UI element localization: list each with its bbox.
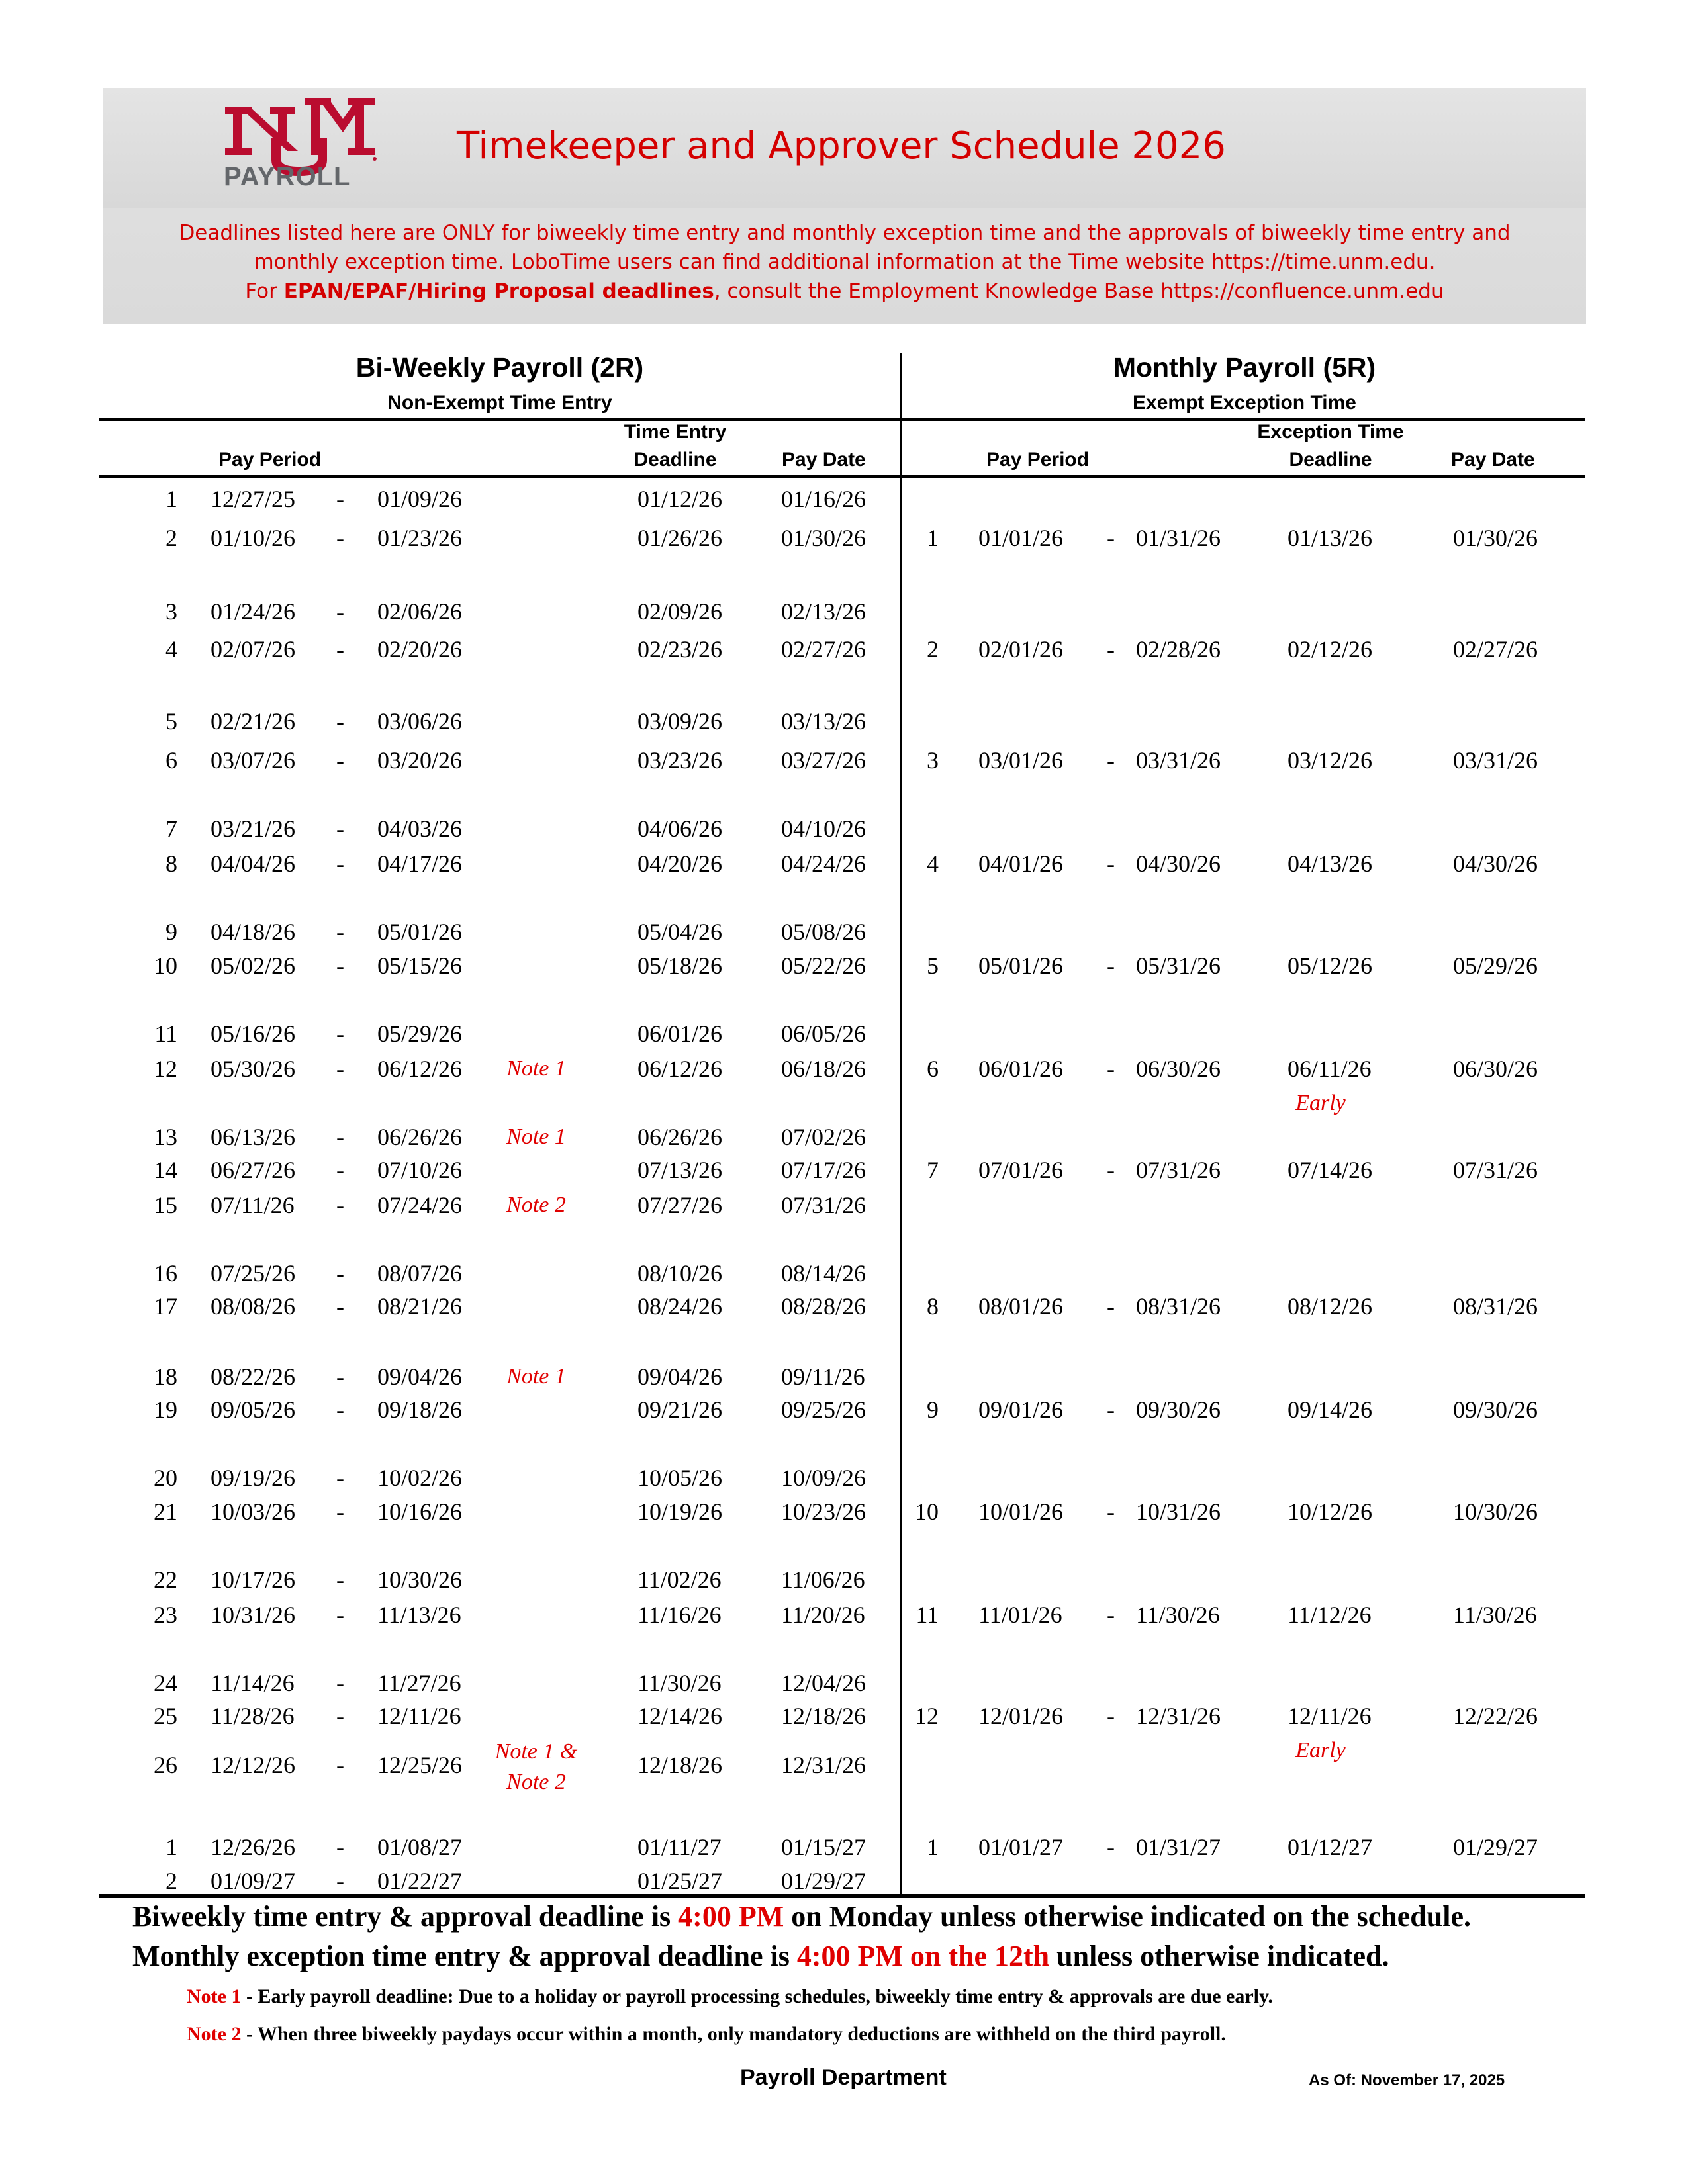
- pay-period-number: 2: [927, 636, 939, 662]
- period-end: 02/28/26: [1136, 636, 1221, 662]
- pay-date: 05/08/26: [781, 919, 867, 945]
- pay-period-number: 11: [915, 1602, 939, 1628]
- pay-date: 01/30/26: [1453, 525, 1538, 551]
- range-separator: -: [336, 1157, 344, 1183]
- column-divider: [900, 353, 902, 1895]
- period-start: 05/02/26: [211, 952, 296, 979]
- pay-period-number: 9: [927, 1396, 939, 1423]
- biweekly-col-deadline-top: Time Entry: [624, 421, 727, 443]
- period-end: 07/24/26: [377, 1192, 463, 1218]
- pay-period-number: 21: [154, 1498, 177, 1525]
- pay-period-number: 26: [154, 1752, 177, 1778]
- pay-date: 11/30/26: [1453, 1602, 1537, 1628]
- period-start: 04/04/26: [211, 850, 296, 877]
- range-separator: -: [336, 850, 344, 877]
- period-end: 10/30/26: [377, 1567, 463, 1593]
- pay-period-number: 5: [927, 952, 939, 979]
- range-separator: -: [336, 1703, 344, 1729]
- period-end: 05/01/26: [377, 919, 463, 945]
- pay-date: 01/16/26: [781, 486, 867, 512]
- period-start: 03/01/26: [978, 747, 1064, 774]
- period-end: 05/31/26: [1136, 952, 1221, 979]
- exception-deadline: 12/11/26: [1288, 1703, 1372, 1729]
- period-start: 07/25/26: [211, 1260, 296, 1287]
- range-separator: -: [336, 1670, 344, 1696]
- period-start: 06/27/26: [211, 1157, 296, 1183]
- period-start: 08/08/26: [211, 1293, 296, 1320]
- period-start: 12/12/26: [211, 1752, 296, 1778]
- note-marker: Note 2: [506, 1193, 566, 1217]
- pay-period-number: 11: [154, 1021, 177, 1047]
- period-start: 10/01/26: [978, 1498, 1064, 1525]
- period-start: 09/05/26: [211, 1396, 296, 1423]
- table-bottom-divider: [99, 1894, 1585, 1898]
- period-start: 03/07/26: [211, 747, 296, 774]
- biweekly-deadline-rule: [132, 1899, 1471, 1933]
- period-end: 01/22/27: [377, 1868, 463, 1894]
- period-start: 10/17/26: [211, 1567, 296, 1593]
- monthly-col-pay-date: Pay Date: [1451, 449, 1535, 471]
- footnote-1: [187, 1985, 1273, 2008]
- period-end: 07/31/26: [1136, 1157, 1221, 1183]
- department-signature: Payroll Department: [740, 2065, 947, 2090]
- pay-period-number: 1: [927, 1834, 939, 1860]
- time-entry-deadline: 08/24/26: [637, 1293, 723, 1320]
- pay-period-number: 22: [154, 1567, 177, 1593]
- period-end: 01/23/26: [377, 525, 463, 551]
- pay-period-number: 6: [927, 1056, 939, 1082]
- pay-period-number: 12: [915, 1703, 939, 1729]
- period-start: 01/01/27: [978, 1834, 1064, 1860]
- pay-period-number: 23: [154, 1602, 177, 1628]
- period-start: 01/10/26: [211, 525, 296, 551]
- period-end: 09/18/26: [377, 1396, 463, 1423]
- pay-period-number: 6: [165, 747, 177, 774]
- range-separator: -: [336, 1396, 344, 1423]
- logo-payroll-text: PAYROLL: [224, 162, 351, 191]
- pay-date: 12/22/26: [1453, 1703, 1538, 1729]
- exception-deadline: 11/12/26: [1288, 1602, 1372, 1628]
- pay-period-number: 1: [165, 1834, 177, 1860]
- time-entry-deadline: 11/30/26: [637, 1670, 722, 1696]
- pay-period-number: 9: [165, 919, 177, 945]
- pay-date: 11/20/26: [781, 1602, 865, 1628]
- pay-date: 08/31/26: [1453, 1293, 1538, 1320]
- early-marker: Early: [1295, 1091, 1346, 1115]
- period-start: 08/01/26: [978, 1293, 1064, 1320]
- range-separator: -: [336, 1363, 344, 1390]
- period-start: 12/27/25: [211, 486, 296, 512]
- pay-date: 02/13/26: [781, 598, 867, 625]
- biweekly-col-pay-date: Pay Date: [782, 449, 866, 471]
- period-end: 03/06/26: [377, 708, 463, 735]
- pay-period-number: 2: [165, 525, 177, 551]
- period-start: 01/01/26: [978, 525, 1064, 551]
- range-separator: -: [336, 598, 344, 625]
- pay-date: 12/18/26: [781, 1703, 867, 1729]
- exception-deadline: 08/12/26: [1288, 1293, 1373, 1320]
- period-end: 02/06/26: [377, 598, 463, 625]
- period-end: 08/07/26: [377, 1260, 463, 1287]
- pay-date: 03/27/26: [781, 747, 867, 774]
- pay-date: 05/29/26: [1453, 952, 1538, 979]
- period-start: 06/01/26: [978, 1056, 1064, 1082]
- pay-period-number: 24: [154, 1670, 177, 1696]
- pay-date: 01/29/27: [781, 1868, 867, 1894]
- exception-deadline: 06/11/26: [1288, 1056, 1372, 1082]
- monthly-subtitle: Exempt Exception Time: [1133, 392, 1356, 414]
- pay-period-number: 4: [165, 636, 177, 662]
- pay-date: 04/10/26: [781, 815, 867, 842]
- pay-date: 12/31/26: [781, 1752, 867, 1778]
- period-end: 07/10/26: [377, 1157, 463, 1183]
- time-entry-deadline: 03/09/26: [637, 708, 723, 735]
- period-end: 09/04/26: [377, 1363, 463, 1390]
- period-start: 05/16/26: [211, 1021, 296, 1047]
- time-entry-deadline: 09/04/26: [637, 1363, 723, 1390]
- period-end: 04/17/26: [377, 850, 463, 877]
- period-end: 04/30/26: [1136, 850, 1221, 877]
- range-separator: -: [336, 1868, 344, 1894]
- intro-text: [103, 218, 1586, 306]
- period-end: 06/12/26: [377, 1056, 463, 1082]
- intro-line-1: Deadlines listed here are ONLY for biweekly time entry and monthly exception time and the approvals of biweekly time entry and: [179, 221, 1511, 245]
- rule-time: 4:00 PM on the 12th: [796, 1940, 1050, 1972]
- exception-deadline: 10/12/26: [1288, 1498, 1373, 1525]
- rule-time: 4:00 PM: [678, 1900, 784, 1933]
- period-end: 11/13/26: [377, 1602, 461, 1628]
- range-separator: -: [336, 1498, 344, 1525]
- pay-date: 01/15/27: [781, 1834, 867, 1860]
- pay-period-number: 25: [154, 1703, 177, 1729]
- range-separator: -: [336, 919, 344, 945]
- pay-date: 10/23/26: [781, 1498, 867, 1525]
- pay-date: 10/09/26: [781, 1465, 867, 1491]
- pay-date: 03/13/26: [781, 708, 867, 735]
- footnote-label: Note 2: [187, 2023, 242, 2045]
- period-start: 09/19/26: [211, 1465, 296, 1491]
- pay-date: 06/18/26: [781, 1056, 867, 1082]
- period-start: 11/01/26: [978, 1602, 1062, 1628]
- period-start: 08/22/26: [211, 1363, 296, 1390]
- as-of-date: As Of: November 17, 2025: [1309, 2071, 1505, 2089]
- pay-date: 08/28/26: [781, 1293, 867, 1320]
- period-end: 05/29/26: [377, 1021, 463, 1047]
- time-entry-deadline: 01/11/27: [637, 1834, 722, 1860]
- period-end: 08/21/26: [377, 1293, 463, 1320]
- period-start: 12/01/26: [978, 1703, 1064, 1729]
- range-separator: -: [336, 1192, 344, 1218]
- period-start: 01/09/27: [211, 1868, 296, 1894]
- period-end: 10/31/26: [1136, 1498, 1221, 1525]
- range-separator: -: [336, 1293, 344, 1320]
- biweekly-title: Bi-Weekly Payroll (2R): [355, 352, 644, 383]
- pay-date: 08/14/26: [781, 1260, 867, 1287]
- intro-line-2: monthly exception time. LoboTime users can find additional information at the Time website https://time.unm.edu.: [254, 250, 1436, 274]
- period-start: 12/26/26: [211, 1834, 296, 1860]
- pay-date: 06/05/26: [781, 1021, 867, 1047]
- exception-deadline: 07/14/26: [1288, 1157, 1373, 1183]
- pay-date: 03/31/26: [1453, 747, 1538, 774]
- pay-date: 09/25/26: [781, 1396, 867, 1423]
- period-end: 12/11/26: [377, 1703, 461, 1729]
- period-end: 12/25/26: [377, 1752, 463, 1778]
- pay-period-number: 1: [165, 486, 177, 512]
- pay-period-number: 20: [154, 1465, 177, 1491]
- exception-deadline: 01/13/26: [1288, 525, 1373, 551]
- pay-period-number: 18: [154, 1363, 177, 1390]
- range-separator: -: [1107, 1396, 1115, 1423]
- range-separator: -: [336, 1260, 344, 1287]
- range-separator: -: [336, 1465, 344, 1491]
- intro-epan-deadlines: EPAN/EPAF/Hiring Proposal deadlines: [283, 279, 714, 303]
- period-end: 01/09/26: [377, 486, 463, 512]
- range-separator: -: [336, 1124, 344, 1150]
- period-start: 10/03/26: [211, 1498, 296, 1525]
- period-end: 05/15/26: [377, 952, 463, 979]
- range-separator: -: [336, 525, 344, 551]
- period-end: 10/02/26: [377, 1465, 463, 1491]
- period-end: 11/27/26: [377, 1670, 461, 1696]
- pay-date: 10/30/26: [1453, 1498, 1538, 1525]
- time-entry-deadline: 10/05/26: [637, 1465, 723, 1491]
- range-separator: -: [336, 486, 344, 512]
- intro-line-3-suffix: , consult the Employment Knowledge Base https://confluence.unm.edu: [714, 279, 1444, 303]
- footnote-2: [187, 2023, 1226, 2046]
- period-end: 09/30/26: [1136, 1396, 1221, 1423]
- pay-date: 02/27/26: [1453, 636, 1538, 662]
- note-marker: Note 1: [506, 1364, 566, 1388]
- time-entry-deadline: 07/13/26: [637, 1157, 723, 1183]
- range-separator: -: [1107, 1834, 1115, 1860]
- range-separator: -: [336, 815, 344, 842]
- pay-period-number: 10: [154, 952, 177, 979]
- range-separator: -: [336, 636, 344, 662]
- period-start: 03/21/26: [211, 815, 296, 842]
- time-entry-deadline: 05/18/26: [637, 952, 723, 979]
- range-separator: -: [1107, 1703, 1115, 1729]
- exception-deadline: 02/12/26: [1288, 636, 1373, 662]
- rule-text: on Monday unless otherwise indicated on the schedule.: [784, 1900, 1471, 1933]
- period-end: 01/31/27: [1136, 1834, 1221, 1860]
- period-end: 03/20/26: [377, 747, 463, 774]
- period-start: 07/01/26: [978, 1157, 1064, 1183]
- period-start: 04/01/26: [978, 850, 1064, 877]
- pay-period-number: 7: [165, 815, 177, 842]
- range-separator: -: [1107, 1056, 1115, 1082]
- footnote-label: Note 1: [187, 1985, 242, 2007]
- period-end: 01/08/27: [377, 1834, 463, 1860]
- pay-date: 09/30/26: [1453, 1396, 1538, 1423]
- pay-date: 02/27/26: [781, 636, 867, 662]
- pay-period-number: 7: [927, 1157, 939, 1183]
- rule-text: Monthly exception time entry & approval deadline is: [132, 1940, 797, 1972]
- time-entry-deadline: 02/23/26: [637, 636, 723, 662]
- pay-period-number: 17: [154, 1293, 177, 1320]
- period-end: 01/31/26: [1136, 525, 1221, 551]
- range-separator: -: [1107, 1157, 1115, 1183]
- time-entry-deadline: 03/23/26: [637, 747, 723, 774]
- period-start: 06/13/26: [211, 1124, 296, 1150]
- range-separator: -: [1107, 952, 1115, 979]
- exception-deadline: 03/12/26: [1288, 747, 1373, 774]
- range-separator: -: [336, 1602, 344, 1628]
- pay-period-number: 13: [154, 1124, 177, 1150]
- page-title: Timekeeper and Approver Schedule 2026: [457, 124, 1226, 167]
- time-entry-deadline: 01/12/26: [637, 486, 723, 512]
- rule-text: unless otherwise indicated.: [1049, 1940, 1389, 1972]
- rule-text: Biweekly time entry & approval deadline is: [132, 1900, 679, 1933]
- monthly-deadline-rule: [132, 1939, 1389, 1973]
- intro-line-3-prefix: For: [245, 279, 284, 303]
- time-entry-deadline: 05/04/26: [637, 919, 723, 945]
- pay-date: 01/30/26: [781, 525, 867, 551]
- range-separator: -: [1107, 1602, 1115, 1628]
- period-start: 11/14/26: [211, 1670, 295, 1696]
- exception-deadline: 04/13/26: [1288, 850, 1373, 877]
- period-end: 11/30/26: [1136, 1602, 1220, 1628]
- header-divider-bottom: [99, 475, 1585, 478]
- period-start: 04/18/26: [211, 919, 296, 945]
- period-end: 06/30/26: [1136, 1056, 1221, 1082]
- footnote-text: - Early payroll deadline: Due to a holiday or payroll processing schedules, biweekly time entry & approvals are due early.: [241, 1985, 1273, 2007]
- pay-period-number: 8: [927, 1293, 939, 1320]
- period-end: 08/31/26: [1136, 1293, 1221, 1320]
- pay-period-number: 10: [915, 1498, 939, 1525]
- monthly-col-deadline-top: Exception Time: [1257, 421, 1404, 443]
- period-end: 03/31/26: [1136, 747, 1221, 774]
- time-entry-deadline: 04/06/26: [637, 815, 723, 842]
- period-end: 10/16/26: [377, 1498, 463, 1525]
- range-separator: -: [1107, 1293, 1115, 1320]
- exception-deadline: 01/12/27: [1288, 1834, 1373, 1860]
- time-entry-deadline: 10/19/26: [637, 1498, 723, 1525]
- period-start: 07/11/26: [211, 1192, 295, 1218]
- period-start: 02/21/26: [211, 708, 296, 735]
- time-entry-deadline: 08/10/26: [637, 1260, 723, 1287]
- pay-date: 01/29/27: [1453, 1834, 1538, 1860]
- footnote-text: - When three biweekly paydays occur within a month, only mandatory deductions are withheld on the third payroll.: [241, 2023, 1226, 2045]
- period-start: 02/07/26: [211, 636, 296, 662]
- monthly-col-pay-period: Pay Period: [986, 449, 1090, 471]
- range-separator: -: [1107, 747, 1115, 774]
- range-separator: -: [336, 1752, 344, 1778]
- pay-period-number: 15: [154, 1192, 177, 1218]
- range-separator: -: [336, 1567, 344, 1593]
- pay-date: 07/31/26: [1453, 1157, 1538, 1183]
- range-separator: -: [336, 1021, 344, 1047]
- pay-period-number: 1: [927, 525, 939, 551]
- period-start: 02/01/26: [978, 636, 1064, 662]
- exception-deadline: 05/12/26: [1288, 952, 1373, 979]
- pay-date: 07/31/26: [781, 1192, 867, 1218]
- pay-period-number: 4: [927, 850, 939, 877]
- period-start: 09/01/26: [978, 1396, 1064, 1423]
- time-entry-deadline: 11/02/26: [637, 1567, 722, 1593]
- pay-period-number: 3: [927, 747, 939, 774]
- pay-period-number: 12: [154, 1056, 177, 1082]
- period-end: 12/31/26: [1136, 1703, 1221, 1729]
- period-start: 10/31/26: [211, 1602, 296, 1628]
- period-start: 11/28/26: [211, 1703, 295, 1729]
- pay-date: 11/06/26: [781, 1567, 865, 1593]
- time-entry-deadline: 06/01/26: [637, 1021, 723, 1047]
- period-end: 04/03/26: [377, 815, 463, 842]
- range-separator: -: [336, 1056, 344, 1082]
- period-start: 05/01/26: [978, 952, 1064, 979]
- note-marker: Note 2: [506, 1770, 566, 1794]
- range-separator: -: [336, 747, 344, 774]
- note-marker: Note 1: [506, 1124, 566, 1149]
- time-entry-deadline: 07/27/26: [637, 1192, 723, 1218]
- time-entry-deadline: 04/20/26: [637, 850, 723, 877]
- pay-period-number: 16: [154, 1260, 177, 1287]
- note-marker: Note 1 &: [494, 1739, 578, 1764]
- time-entry-deadline: 09/21/26: [637, 1396, 723, 1423]
- time-entry-deadline: 11/16/26: [637, 1602, 722, 1628]
- range-separator: -: [1107, 850, 1115, 877]
- intro-line-3: [103, 277, 1586, 306]
- period-start: 01/24/26: [211, 598, 296, 625]
- time-entry-deadline: 01/26/26: [637, 525, 723, 551]
- pay-date: 06/30/26: [1453, 1056, 1538, 1082]
- time-entry-deadline: 01/25/27: [637, 1868, 723, 1894]
- pay-date: 07/02/26: [781, 1124, 867, 1150]
- pay-date: 12/04/26: [781, 1670, 867, 1696]
- pay-date: 07/17/26: [781, 1157, 867, 1183]
- time-entry-deadline: 06/26/26: [637, 1124, 723, 1150]
- note-marker: Note 1: [506, 1056, 566, 1081]
- biweekly-col-pay-period: Pay Period: [218, 449, 322, 471]
- pay-period-number: 14: [154, 1157, 177, 1183]
- time-entry-deadline: 06/12/26: [637, 1056, 723, 1082]
- range-separator: -: [336, 1834, 344, 1860]
- pay-period-number: 19: [154, 1396, 177, 1423]
- pay-date: 05/22/26: [781, 952, 867, 979]
- pay-period-number: 8: [165, 850, 177, 877]
- pay-date: 09/11/26: [781, 1363, 865, 1390]
- time-entry-deadline: 12/14/26: [637, 1703, 723, 1729]
- range-separator: -: [1107, 1498, 1115, 1525]
- time-entry-deadline: 12/18/26: [637, 1752, 723, 1778]
- pay-period-number: 3: [165, 598, 177, 625]
- pay-date: 04/30/26: [1453, 850, 1538, 877]
- exception-deadline: 09/14/26: [1288, 1396, 1373, 1423]
- range-separator: -: [336, 952, 344, 979]
- monthly-col-deadline: Deadline: [1289, 449, 1372, 471]
- pay-period-number: 2: [165, 1868, 177, 1894]
- biweekly-subtitle: Non-Exempt Time Entry: [387, 392, 612, 414]
- early-marker: Early: [1295, 1738, 1346, 1762]
- range-separator: -: [1107, 525, 1115, 551]
- time-entry-deadline: 02/09/26: [637, 598, 723, 625]
- range-separator: -: [336, 708, 344, 735]
- biweekly-col-deadline: Deadline: [633, 449, 717, 471]
- period-end: 02/20/26: [377, 636, 463, 662]
- pay-date: 04/24/26: [781, 850, 867, 877]
- pay-period-number: 5: [165, 708, 177, 735]
- range-separator: -: [1107, 636, 1115, 662]
- period-end: 06/26/26: [377, 1124, 463, 1150]
- monthly-title: Monthly Payroll (5R): [1113, 352, 1376, 383]
- period-start: 05/30/26: [211, 1056, 296, 1082]
